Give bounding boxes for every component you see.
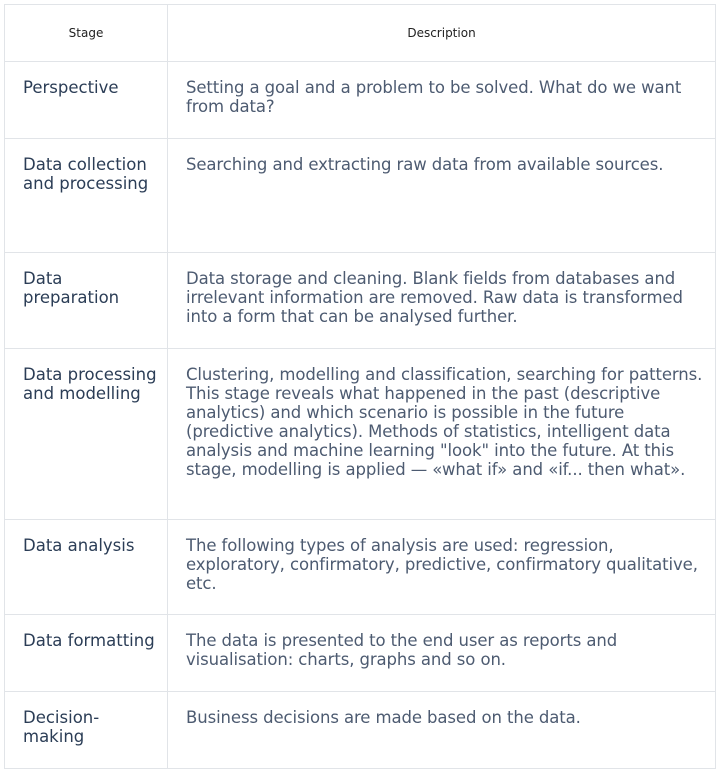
stage-cell: Data analysis [5, 520, 168, 615]
stages-table [4, 4, 716, 769]
table-row [5, 62, 716, 139]
table-row [5, 520, 716, 615]
stage-cell: Data collection and processing [5, 139, 168, 253]
table-row [5, 349, 716, 520]
table-row [5, 692, 716, 769]
description-cell: Setting a goal and a problem to be solved. What do we want from data? [168, 62, 716, 139]
description-cell: The following types of analysis are used: regression, exploratory, confirmatory, predictive, confirmatory qualitative, etc. [168, 520, 716, 615]
column-header-description: Description [168, 5, 716, 62]
stage-cell: Perspective [5, 62, 168, 139]
stage-cell: Decision-making [5, 692, 168, 769]
description-cell: Searching and extracting raw data from available sources. [168, 139, 716, 253]
table-header-row [5, 5, 716, 62]
description-cell: Business decisions are made based on the data. [168, 692, 716, 769]
table-row [5, 253, 716, 349]
stage-cell: Data preparation [5, 253, 168, 349]
description-cell: The data is presented to the end user as reports and visualisation: charts, graphs and so on. [168, 615, 716, 692]
description-cell: Data storage and cleaning. Blank fields from databases and irrelevant information are removed. Raw data is transformed into a form that can be analysed further. [168, 253, 716, 349]
table-row [5, 615, 716, 692]
stage-cell: Data formatting [5, 615, 168, 692]
table-row [5, 139, 716, 253]
column-header-stage: Stage [5, 5, 168, 62]
stage-cell: Data processing and modelling [5, 349, 168, 520]
description-cell: Clustering, modelling and classification, searching for patterns. This stage reveals what happened in the past (descriptive analytics) and which scenario is possible in the future (predictive analytics). Methods of statistics, intelligent data analysis and machine learning "look" into the future. At this stage, modelling is applied — «what if» and «if... then what». [168, 349, 716, 520]
